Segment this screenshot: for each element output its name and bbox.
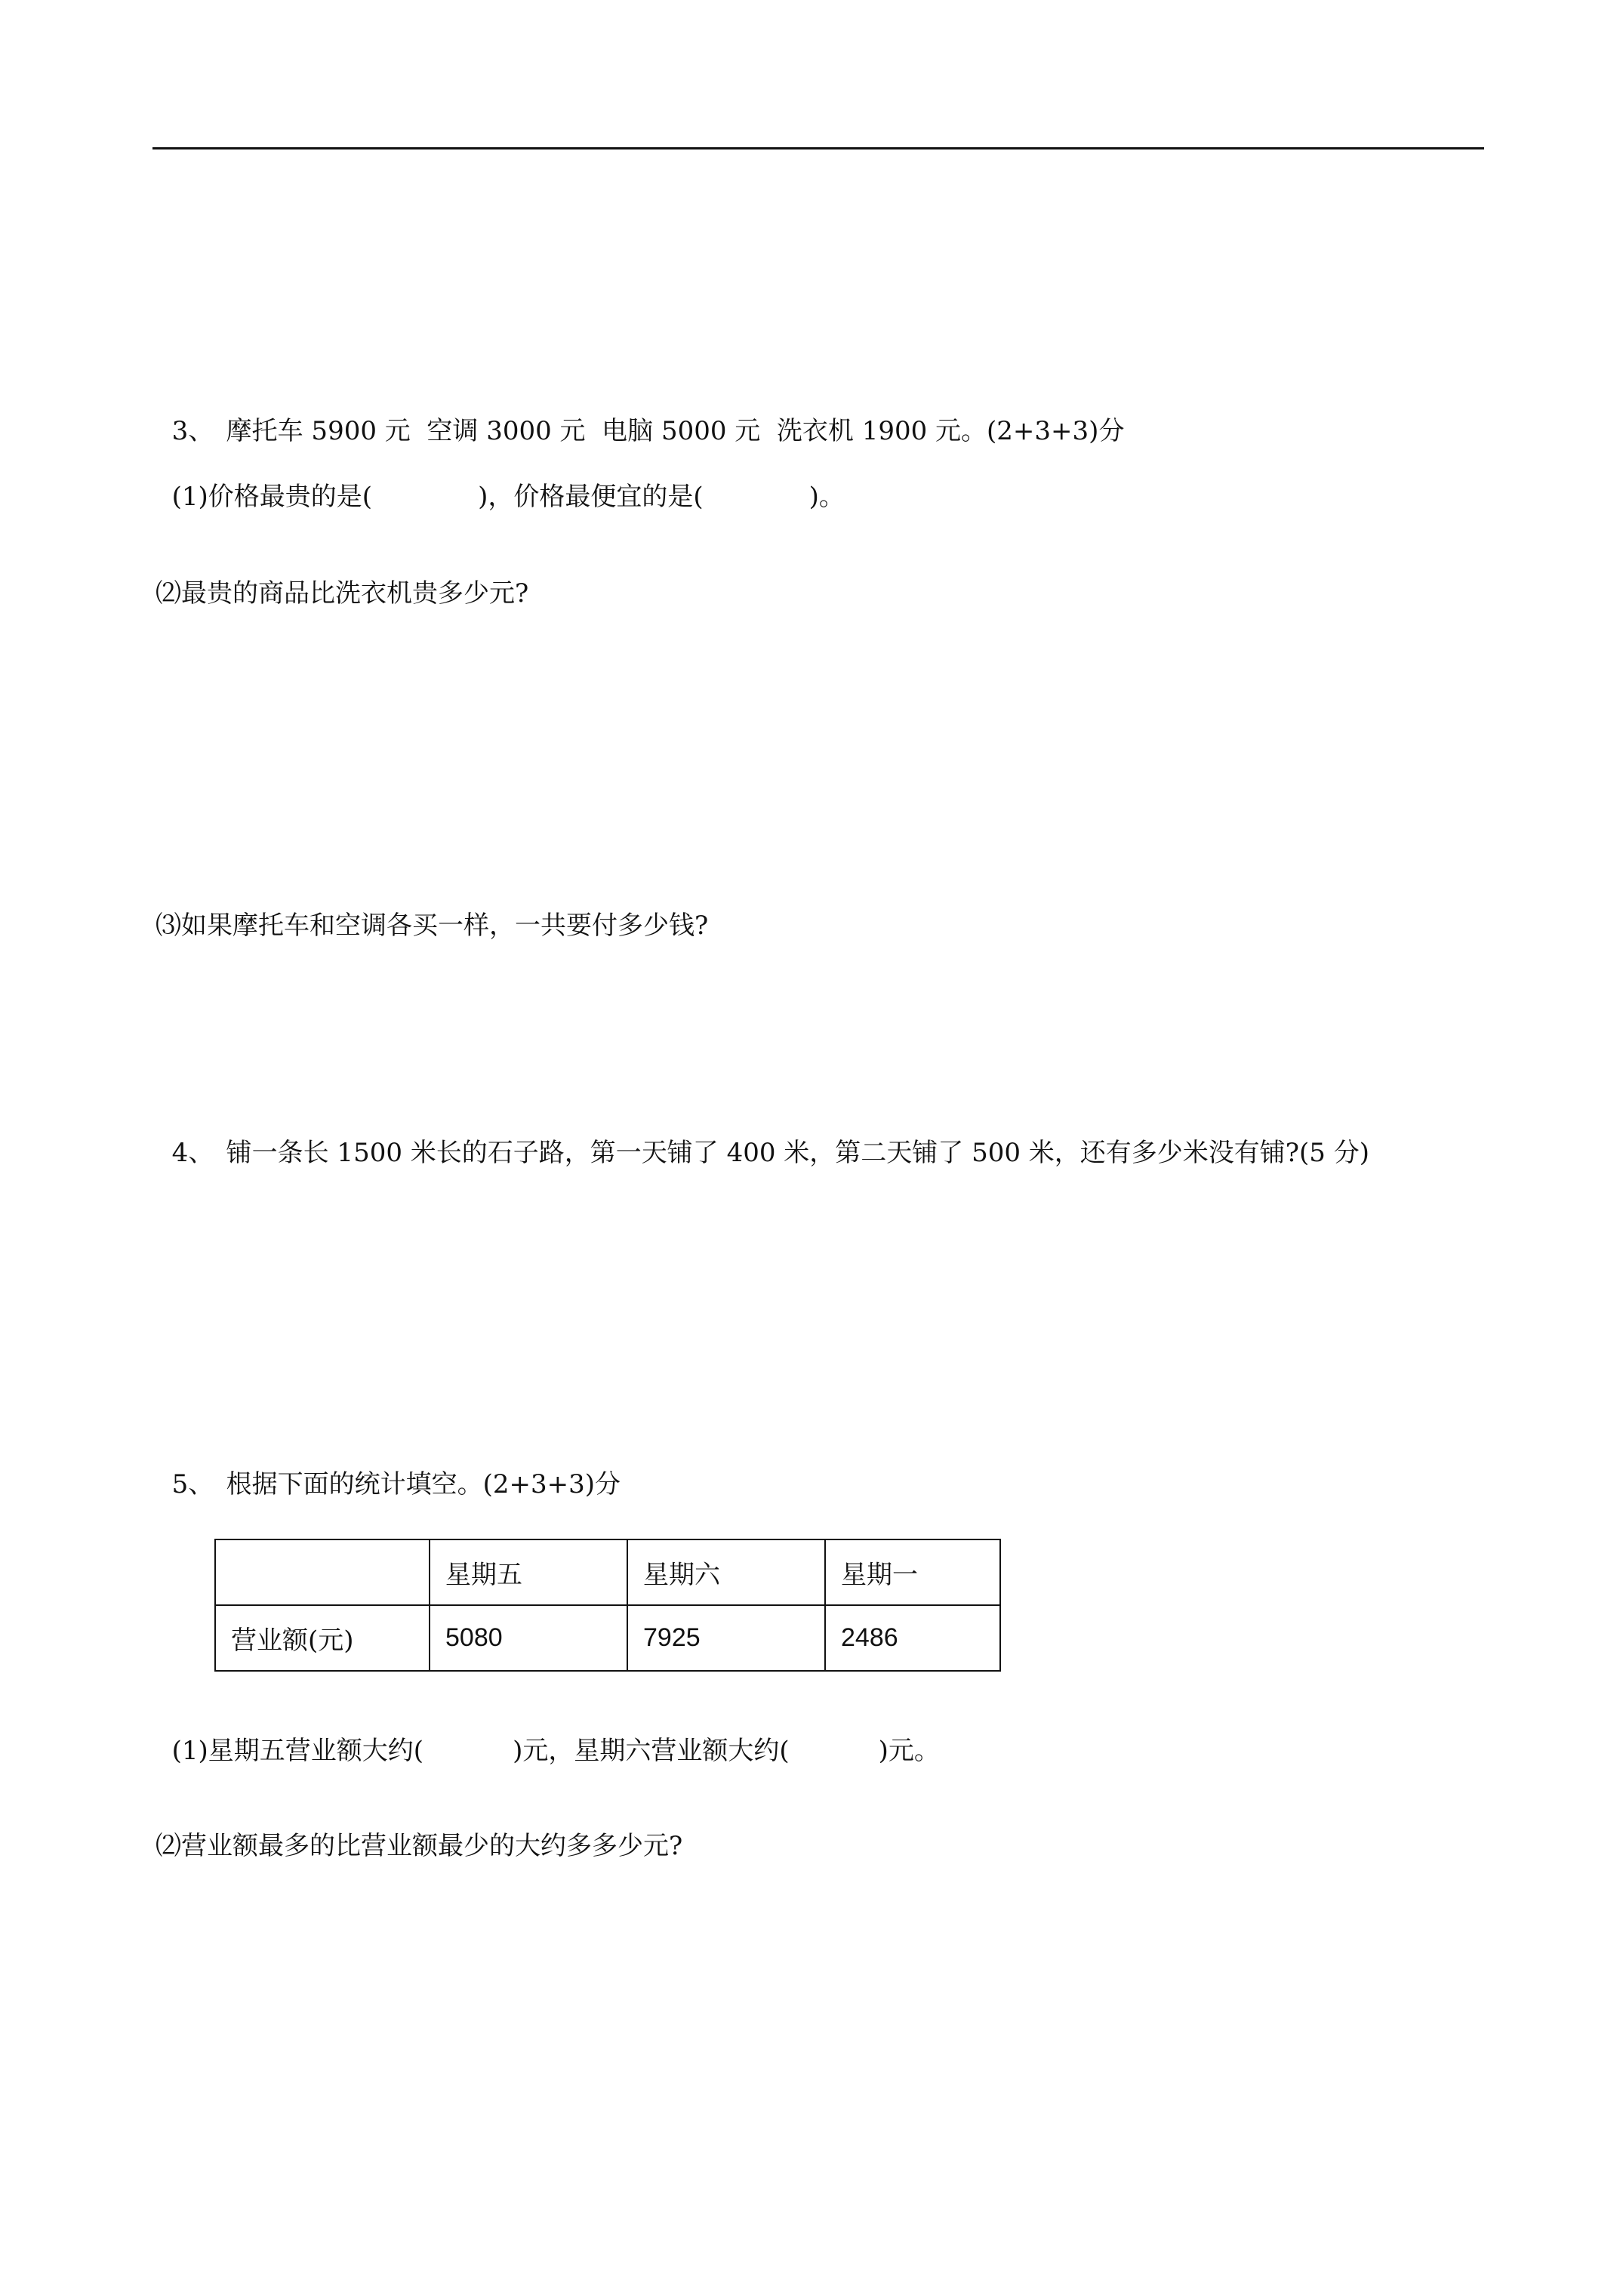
q5-part1-suffix: )元。 xyxy=(878,1736,940,1766)
table-header-row xyxy=(215,1539,1000,1605)
q5-stem-line xyxy=(156,1435,621,1501)
q3-number: 3、 xyxy=(171,416,214,446)
q3-part1-line xyxy=(156,447,845,513)
q5-stem: 根据下面的统计填空。(2+3+3)分 xyxy=(226,1469,621,1499)
table-cell-friday: 5080 xyxy=(430,1605,627,1671)
q3-stem: 摩托车 5900 元 空调 3000 元 电脑 5000 元 洗衣机 1900 元。(2+3+3)分 xyxy=(226,416,1125,446)
q3-part2: ⑵最贵的商品比洗衣机贵多少元? xyxy=(156,578,529,609)
table-row-label: 营业额(元) xyxy=(215,1605,430,1671)
header-rule xyxy=(152,147,1484,149)
q3-part1-suffix: )。 xyxy=(808,482,845,512)
q3-part1-middle: )，价格最便宜的是( xyxy=(478,482,704,512)
q5-number: 5、 xyxy=(171,1469,214,1499)
q4-number: 4、 xyxy=(171,1138,214,1168)
q5-part1-prefix: (1)星期五营业额大约( xyxy=(171,1736,424,1766)
table-header-friday: 星期五 xyxy=(430,1539,627,1605)
table-header-monday: 星期一 xyxy=(825,1539,1000,1605)
q3-part3: ⑶如果摩托车和空调各买一样，一共要付多少钱? xyxy=(156,911,709,941)
table-header-empty xyxy=(215,1539,430,1605)
q5-part2: ⑵营业额最多的比营业额最少的大约多多少元? xyxy=(156,1831,683,1861)
q3-stem-line xyxy=(156,381,1124,448)
q4-stem-line xyxy=(156,1103,1369,1170)
q3-part1-prefix: (1)价格最贵的是( xyxy=(171,482,373,512)
q5-part1-middle: )元，星期六营业额大约( xyxy=(513,1736,790,1766)
table-cell-saturday: 7925 xyxy=(627,1605,825,1671)
q5-part1-line xyxy=(156,1701,940,1767)
table-header-saturday: 星期六 xyxy=(627,1539,825,1605)
q4-stem: 铺一条长 1500 米长的石子路，第一天铺了 400 米，第二天铺了 500 米，还有多少米没有铺?(5 分) xyxy=(226,1138,1369,1168)
table-cell-monday: 2486 xyxy=(825,1605,1000,1671)
sales-table xyxy=(214,1539,1001,1672)
table-row-revenue xyxy=(215,1605,1000,1671)
